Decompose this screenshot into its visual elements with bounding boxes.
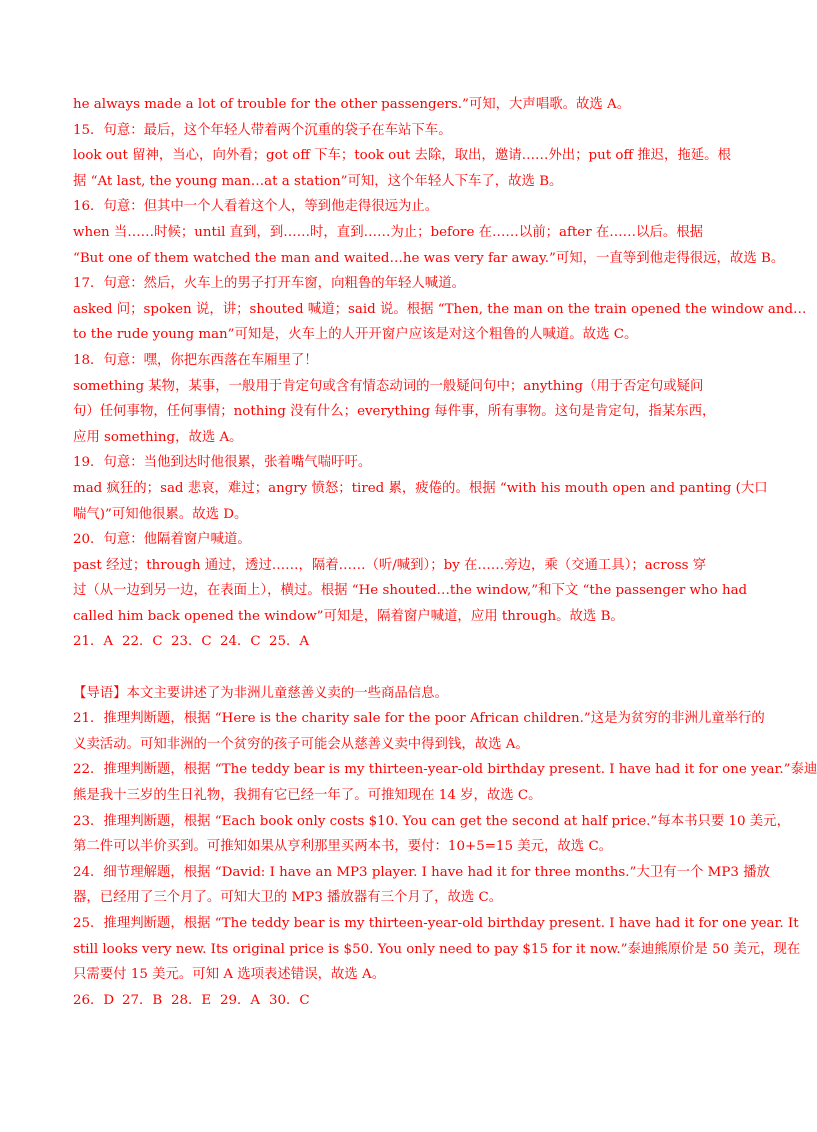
text-line: past 经过；through 通过，透过……，隔着……（听/喊到）；by 在……旁边，乘（交通工具）；across 穿 [73, 557, 707, 573]
answer-key-26-30 [73, 988, 733, 1014]
answer-item: 30．C [269, 992, 310, 1008]
text-line: asked 问；spoken 说，讲；shouted 喊道；said 说。根据 “Then, the man on the train opened the window and… [73, 301, 807, 317]
text-line: 熊是我十三岁的生日礼物，我拥有它已经一年了。可推知现在 14 岁，故选 C。 [73, 788, 542, 804]
answer-item: 29．A [220, 992, 261, 1008]
text-line: 喘气)”可知他很累。故选 D。 [73, 506, 248, 522]
answer-item: 26．D [73, 992, 115, 1008]
text-line: 应用 something，故选 A。 [73, 429, 243, 445]
text-line: 据 “At last, the young man…at a station”可知，这个年轻人下车了，故选 B。 [73, 173, 563, 189]
answer-item: 23．C [171, 634, 212, 650]
text-line: 【导语】本文主要讲述了为非洲儿童慈善义卖的一些商品信息。 [73, 685, 448, 701]
text-line: he always made a lot of trouble for the other passengers.”可知，大声唱歌。故选 A。 [73, 97, 631, 112]
text-line: 23．推理判断题，根据 “Each book only costs $10. You can get the second at half price.”每本书只要 10 美元， [73, 813, 790, 829]
text-line: 18．句意：嘿，你把东西落在车厢里了！ [73, 352, 318, 368]
text-line: 22．推理判断题，根据 “The teddy bear is my thirteen-year-old birthday present. I have had it for one year.”泰迪 [73, 762, 817, 778]
text-line: to the rude young man”可知是，火车上的人开开窗户应该是对这个粗鲁的人喊道。故选 C。 [73, 327, 638, 343]
text-line: 21．推理判断题，根据 “Here is the charity sale for the poor African children.”这是为贫穷的非洲儿童举行的 [73, 711, 765, 727]
text-line: 19．句意：当他到达时他很累，张着嘴气喘吁吁。 [73, 455, 372, 471]
text-line: 义卖活动。可知非洲的一个贫穷的孩子可能会从慈善义卖中得到钱，故选 A。 [73, 736, 529, 752]
text-line: look out 留神，当心，向外看；got off 下车；took out 去除，取出，邀请……外出；put off 推迟，拖延。根 [73, 148, 731, 164]
text-line: “But one of them watched the man and waited…he was very far away.”可知，一直等到他走得很远，故选 B。 [73, 250, 785, 266]
text-line: 17．句意：然后，火车上的男子打开车窗，向粗鲁的年轻人喊道。 [73, 276, 465, 292]
answer-item: 21．A [73, 634, 114, 650]
answer-item: 25．A [269, 634, 310, 650]
answer-explanations [73, 92, 817, 1013]
answer-item: 28．E [171, 992, 212, 1008]
answer-item: 27．B [122, 992, 163, 1008]
text-line: mad 疯狂的；sad 悲哀，难过；angry 愤怒；tired 累，疲倦的。根据 “with his mouth open and panting (大口 [73, 480, 768, 496]
text-line: 25．推理判断题，根据 “The teddy bear is my thirteen-year-old birthday present. I have had it for one year. It [73, 916, 799, 931]
answer-key-21-25 [73, 629, 733, 655]
answer-item: 22．C [122, 634, 163, 650]
text-line: 24．细节理解题，根据 “David: I have an MP3 player. I have had it for three months.”大卫有一个 MP3 播放 [73, 864, 770, 880]
text-line: when 当……时候；until 直到，到……时，直到……为止；before 在……以前；after 在……以后。根据 [73, 224, 704, 240]
text-line: 16．句意：但其中一个人看着这个人，等到他走得很远为止。 [73, 199, 439, 215]
text-line: called him back opened the window”可知是，隔着窗户喊道，应用 through。故选 B。 [73, 608, 624, 624]
text-line: 第二件可以半价买到。可推知如果从亨利那里买两本书，要付：10+5=15 美元，故选 C。 [73, 839, 613, 855]
text-line: 句）任何事物，任何事情；nothing 没有什么；everything 每件事，所有事物。这句是肯定句，指某东西， [73, 404, 716, 420]
text-line: still looks very new. Its original price is $50. You only need to pay $15 for it now.”泰迪熊原价是 50 美元，现在 [73, 941, 801, 957]
answer-item: 24．C [220, 634, 261, 650]
text-line: 器，已经用了三个月了。可知大卫的 MP3 播放器有三个月了，故选 C。 [73, 890, 503, 906]
text-line: something 某物，某事，一般用于肯定句或含有情态动词的一般疑问句中；anything（用于否定句或疑问 [73, 378, 704, 394]
section-gap [73, 655, 733, 681]
text-line: 过（从一边到另一边，在表面上），横过。根据 “He shouted…the window,”和下文 “the passenger who had [73, 583, 748, 599]
text-line: 15．句意：最后，这个年轻人带着两个沉重的袋子在车站下车。 [73, 122, 452, 138]
text-line: 20．句意：他隔着窗户喊道。 [73, 532, 251, 548]
text-line: 只需要付 15 美元。可知 A 选项表述错误，故选 A。 [73, 967, 386, 983]
